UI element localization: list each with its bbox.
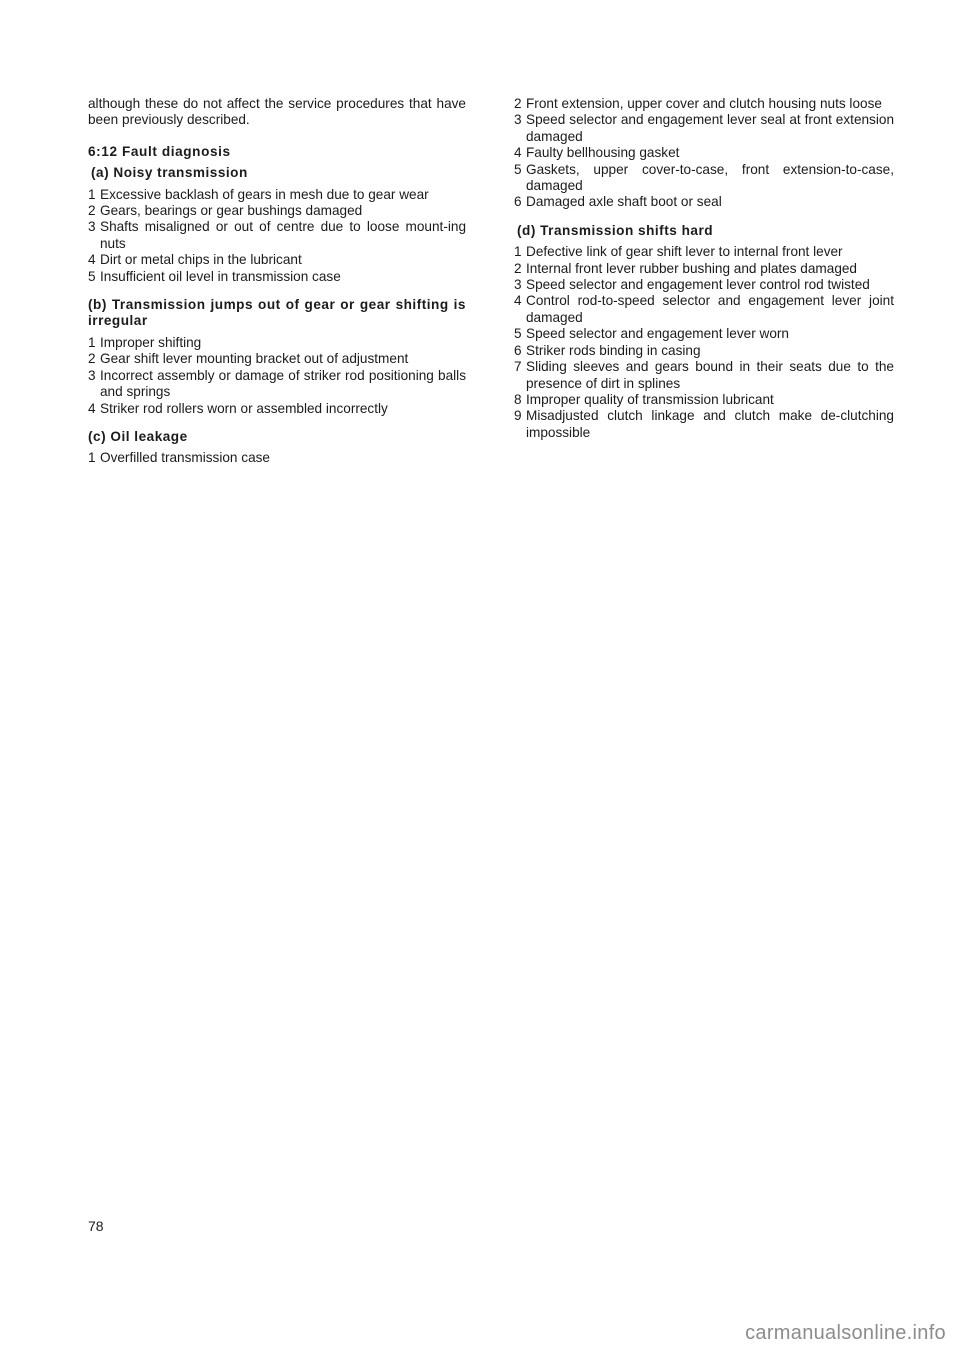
- item-text: Speed selector and engagement lever worn: [526, 326, 789, 342]
- section-b: [88, 297, 466, 417]
- item-number: 3: [514, 277, 522, 293]
- item-text: Control rod-to-speed selector and engagement lever joint damaged: [526, 293, 894, 325]
- item-number: 6: [514, 194, 522, 210]
- item-text: Faulty bellhousing gasket: [526, 145, 680, 161]
- list-item: [514, 162, 894, 195]
- item-text: Improper quality of transmission lubricant: [526, 391, 774, 407]
- item-text: Misadjusted clutch linkage and clutch make de-clutching impossible: [526, 408, 894, 440]
- list-item: [514, 326, 894, 342]
- item-number: 1: [88, 334, 96, 350]
- list-jumps-out-of-gear: [88, 335, 466, 417]
- list-item: [88, 401, 466, 417]
- list-item: [514, 244, 894, 260]
- item-number: 3: [88, 367, 96, 383]
- list-item: [514, 96, 894, 112]
- item-text: Sliding sleeves and gears bound in their seats due to the presence of dirt in splines: [526, 359, 894, 391]
- list-item: [514, 343, 894, 359]
- heading-noisy-transmission: (a) Noisy transmission: [91, 165, 248, 181]
- list-item: [514, 194, 894, 210]
- item-text: Incorrect assembly or damage of striker rod positioning balls and springs: [100, 367, 466, 400]
- list-item: [88, 351, 466, 367]
- list-oil-leakage-continued: [514, 96, 894, 211]
- heading-oil-leakage: (c) Oil leakage: [88, 428, 188, 444]
- section-c-continued: [514, 96, 894, 211]
- list-item: [88, 335, 466, 351]
- item-number: 2: [88, 203, 96, 219]
- item-text: Overfilled transmission case: [100, 450, 270, 466]
- item-text: Speed selector and engagement lever seal at front extension damaged: [526, 112, 894, 144]
- list-item: [88, 450, 466, 466]
- list-item: [514, 277, 894, 293]
- item-number: 4: [88, 400, 96, 416]
- item-text: Speed selector and engagement lever control rod twisted: [526, 277, 870, 293]
- item-number: 9: [514, 408, 522, 424]
- list-item: [88, 203, 466, 219]
- list-item: [88, 252, 466, 268]
- item-text: Shafts misaligned or out of centre due to loose mount-ing nuts: [100, 219, 466, 251]
- item-text: Gears, bearings or gear bushings damaged: [100, 203, 363, 219]
- list-item: [514, 359, 894, 392]
- item-number: 2: [514, 260, 522, 276]
- item-number: 4: [88, 252, 96, 268]
- list-item: [514, 112, 894, 145]
- item-text: Gear shift lever mounting bracket out of adjustment: [100, 351, 409, 367]
- watermark: carmanualsonline.info: [745, 1322, 946, 1344]
- item-text: Defective link of gear shift lever to internal front lever: [526, 244, 843, 260]
- heading-shifts-hard: (d) Transmission shifts hard: [517, 222, 714, 238]
- item-number: 3: [88, 219, 96, 235]
- item-text: Insufficient oil level in transmission case: [100, 268, 341, 284]
- item-number: 1: [88, 450, 96, 466]
- list-item: [514, 261, 894, 277]
- list-item: [88, 368, 466, 401]
- item-text: Excessive backlash of gears in mesh due to gear wear: [100, 186, 429, 202]
- list-item: [88, 187, 466, 203]
- item-number: 4: [514, 293, 522, 309]
- right-column: [514, 96, 894, 453]
- list-oil-leakage: [88, 450, 466, 466]
- section-c: [88, 429, 466, 467]
- intro-paragraph: although these do not affect the service procedures that have been previously described.: [88, 96, 466, 128]
- item-number: 7: [514, 359, 522, 375]
- item-text: Front extension, upper cover and clutch housing nuts loose: [526, 96, 882, 111]
- item-number: 6: [514, 342, 522, 358]
- list-item: [514, 145, 894, 161]
- item-text: Improper shifting: [100, 334, 202, 350]
- item-text: Striker rods binding in casing: [526, 342, 701, 358]
- item-number: 4: [514, 145, 522, 161]
- section-d: [514, 223, 894, 441]
- page-number: 78: [88, 1218, 104, 1234]
- item-text: Internal front lever rubber bushing and plates damaged: [526, 260, 857, 276]
- left-column: [88, 96, 466, 479]
- item-number: 3: [514, 112, 522, 128]
- list-item: [514, 392, 894, 408]
- section-heading: 6:12 Fault diagnosis: [88, 143, 231, 159]
- item-text: Damaged axle shaft boot or seal: [526, 194, 722, 210]
- item-text: Dirt or metal chips in the lubricant: [100, 252, 302, 268]
- item-text: Gaskets, upper cover-to-case, front extension-to-case, damaged: [526, 161, 894, 194]
- list-item: [514, 293, 894, 326]
- section-a: [88, 165, 466, 285]
- item-number: 8: [514, 391, 522, 407]
- list-noisy-transmission: [88, 187, 466, 285]
- list-item: [88, 219, 466, 252]
- item-number: 1: [88, 186, 96, 202]
- list-item: [514, 408, 894, 441]
- heading-jumps-out-of-gear: (b) Transmission jumps out of gear or gear shifting is irregular: [88, 297, 466, 329]
- item-number: 2: [88, 351, 96, 367]
- list-item: [88, 269, 466, 285]
- list-shifts-hard: [514, 244, 894, 441]
- item-number: 2: [514, 96, 522, 111]
- item-number: 5: [514, 161, 522, 177]
- item-number: 5: [88, 268, 96, 284]
- item-number: 5: [514, 326, 522, 342]
- item-text: Striker rod rollers worn or assembled incorrectly: [100, 400, 388, 416]
- item-number: 1: [514, 244, 522, 260]
